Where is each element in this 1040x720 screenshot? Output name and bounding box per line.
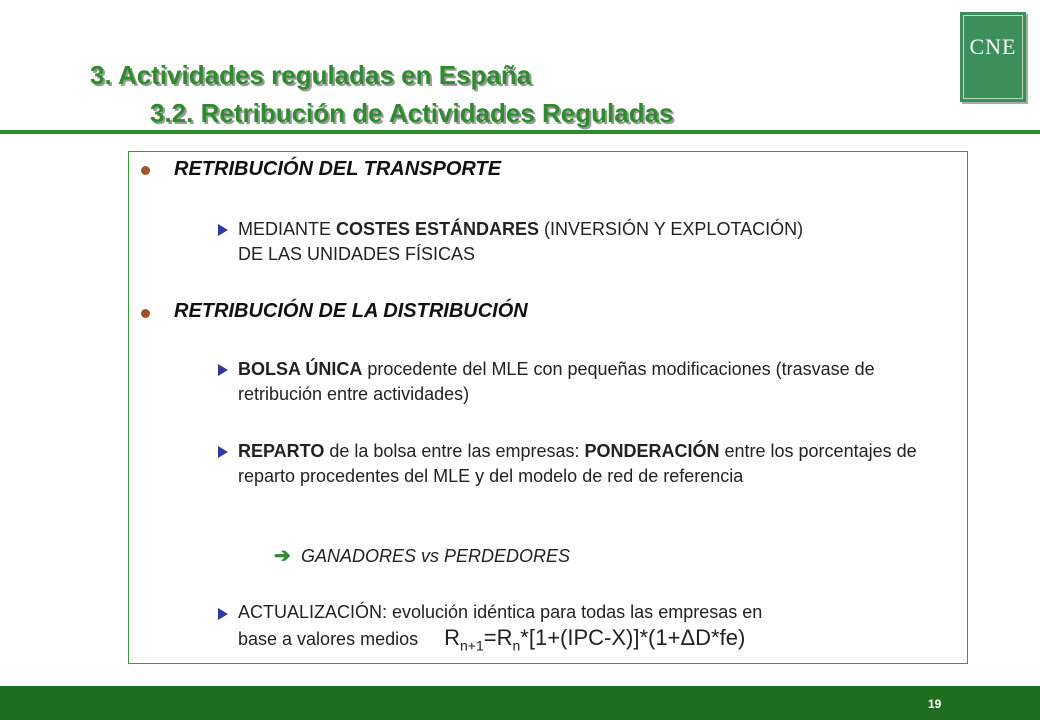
formula-r: R <box>444 625 460 650</box>
page-number: 19 <box>928 697 942 711</box>
transport-item <box>238 217 828 267</box>
ponderacion-bold: PONDERACIÓN <box>584 441 720 461</box>
right-arrow-icon: ➔ <box>274 545 291 567</box>
logo-text: CNE <box>969 34 1017 59</box>
bullet-triangle-icon <box>218 224 228 236</box>
reparto-post: entre los porcentajes de reparto procedentes del MLE y del modelo de red de referencia <box>238 441 917 486</box>
bullet-triangle-icon <box>218 608 228 620</box>
transport-item-post: (INVERSIÓN Y EXPLOTACIÓN) DE LAS UNIDADES FÍSICAS <box>238 219 804 264</box>
formula-sub-n: n <box>512 637 521 654</box>
reparto-mid: de la bolsa entre las empresas: <box>324 441 585 461</box>
cne-logo <box>960 12 1026 102</box>
formula-rest: *[1+(IPC-X)]*(1+ΔD*fe) <box>520 625 746 650</box>
ganadores-perdedores: GANADORES vs PERDEDORES <box>301 546 571 566</box>
bullet-dot-icon <box>141 309 150 318</box>
distribution-item-bolsa <box>238 357 946 407</box>
distribution-item-actualizacion <box>238 600 958 658</box>
section-heading-distribution: RETRIBUCIÓN DE LA DISTRIBUCIÓN <box>174 300 528 322</box>
footer-bar <box>0 686 1040 720</box>
formula-eq: =R <box>483 625 513 650</box>
title-divider <box>0 130 1040 134</box>
section-heading-transport: RETRIBUCIÓN DEL TRANSPORTE <box>174 158 502 180</box>
formula-sub-n1: n+1 <box>460 637 484 654</box>
actualizacion-line2-text: base a valores medios <box>238 629 419 649</box>
transport-item-pre: MEDIANTE <box>238 219 337 239</box>
slide-subtitle: 3.2. Retribución de Actividades Reguladas <box>150 98 674 128</box>
bullet-triangle-icon <box>218 364 228 376</box>
actualizacion-line1: ACTUALIZACIÓN: evolución idéntica para todas las empresas en <box>238 602 763 622</box>
distribution-item-reparto <box>238 439 946 489</box>
slide-title: 3. Actividades reguladas en España <box>90 60 532 90</box>
update-formula <box>444 625 746 654</box>
reparto-bold: REPARTO <box>238 441 325 461</box>
actualizacion-line2 <box>238 625 958 658</box>
bolsa-post: procedente del MLE con pequeñas modificaciones (trasvase de retribución entre actividades) <box>238 359 875 404</box>
transport-item-bold: COSTES ESTÁNDARES <box>336 219 540 239</box>
bullet-dot-icon <box>141 166 150 175</box>
bolsa-bold: BOLSA ÚNICA <box>238 359 363 379</box>
bullet-triangle-icon <box>218 446 228 458</box>
